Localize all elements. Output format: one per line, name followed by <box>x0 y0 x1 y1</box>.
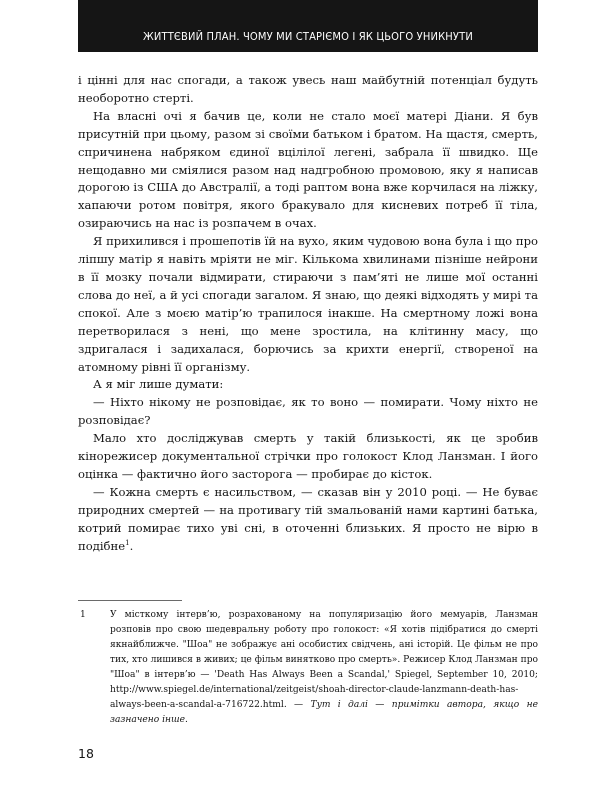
paragraph: Я прихилився і прошепотів їй на вухо, яким чудовою вона була і що про ліпшу матір я навіть мріяти не міг. Кількома хвилинами пізніше нейрони в її мозку почали відмирати, стираючи з пам’яті не лише мої останні слова до неї, а й усі спогади загалом. Я знаю, що деякі відходять у мирі та спокої. Але з моєю матір’ю трапилося інакше. На смертному ложі вона перетворилася з нені, що мене зростила, на клітинну масу, що здригалася і задихалася, борючись за крихти енергії, створеної на атомному рівні її організму. <box>78 234 538 374</box>
footnote-text: У місткому інтерв’ю, розрахованому на популяризацію його мемуарів, Ланзман розповів про свою шедевральну роботу про голокост: «Я хотів підібратися до смерті якнайближче. "Шоа" не зображує ані особистих свідчень, ані історій. Це фільм не про тих, хто лишився в живих; це фільм винятково про смерть». Режисер Клод Ланзман про "Шоа" в інтерв’ю — 'Death Has Always Been a Scandal,' Spiegel, September 10, 2010; http://www.spiegel.de/international/zeitgeist/shoah-director-claude-lanzmann-death-has-always-been-a-scandal-a-716722.html. — <box>110 610 538 710</box>
paragraph-text: — Кожна смерть є насильством, — сказав він у 2010 році. — Не буває природних смертей — на противагу тій змальованій нами картині батька, котрий помирає тихо уві сні, в оточенні близьких. Я просто не вірю в подібне <box>78 484 538 553</box>
running-title: ЖИТТЄВИЙ ПЛАН. ЧОМУ МИ СТАРІЄМО І ЯК ЦЬОГО УНИКНУТИ <box>143 31 473 43</box>
footnote-number: 1 <box>80 610 86 620</box>
paragraph: На власні очі я бачив це, коли не стало моєї матері Діани. Я був присутній при цьому, разом зі своїми батьком і братом. На щастя, смерть, спричинена набряком єдиної вцілілої легені, забрала її швидко. Ще нещодавно ми сміялися разом над надгробною промовою, яку я написав дорогою із США до Австралії, а тоді раптом вона вже корчилася на ліжку, хапаючи ротом повітря, якого бракувало для кисневих потреб її тіла, озираючись на нас із розпачем в очах. <box>78 108 538 231</box>
main-text <box>78 72 538 555</box>
running-header <box>78 0 538 52</box>
footnote-reference[interactable]: 1 <box>125 538 130 547</box>
footnote-body <box>110 608 538 728</box>
paragraph: Мало хто досліджував смерть у такій близькості, як це зробив кінорежисер документальної стрічки про голокост Клод Ланзман. І його оцінка — фактично його засторога — пробирає до кісток. <box>78 431 538 481</box>
footnote-divider <box>78 600 182 601</box>
paragraph: і цінні для нас спогади, а також увесь наш майбутній потенціал будуть необоротно стерті. <box>78 73 538 105</box>
paragraph: А я міг лише думати: <box>93 377 224 392</box>
footnote-italic-note: Тут і далі — примітки автора, якщо не зазначено інше. <box>110 700 538 725</box>
paragraph: — Ніхто нікому не розповідає, як то воно — помирати. Чому ніхто не розповідає? <box>78 395 538 428</box>
page-number: 18 <box>78 746 94 761</box>
footnote <box>78 608 538 728</box>
paragraph-with-footnote: — Кожна смерть є насильством, — сказав він у 2010 році. — Не буває природних смертей — на противагу тій змальованій нами картині батька, котрий помирає тихо уві сні, в оточенні близьких. Я просто не вірю в подібне$^1$. <box>78 484 538 553</box>
